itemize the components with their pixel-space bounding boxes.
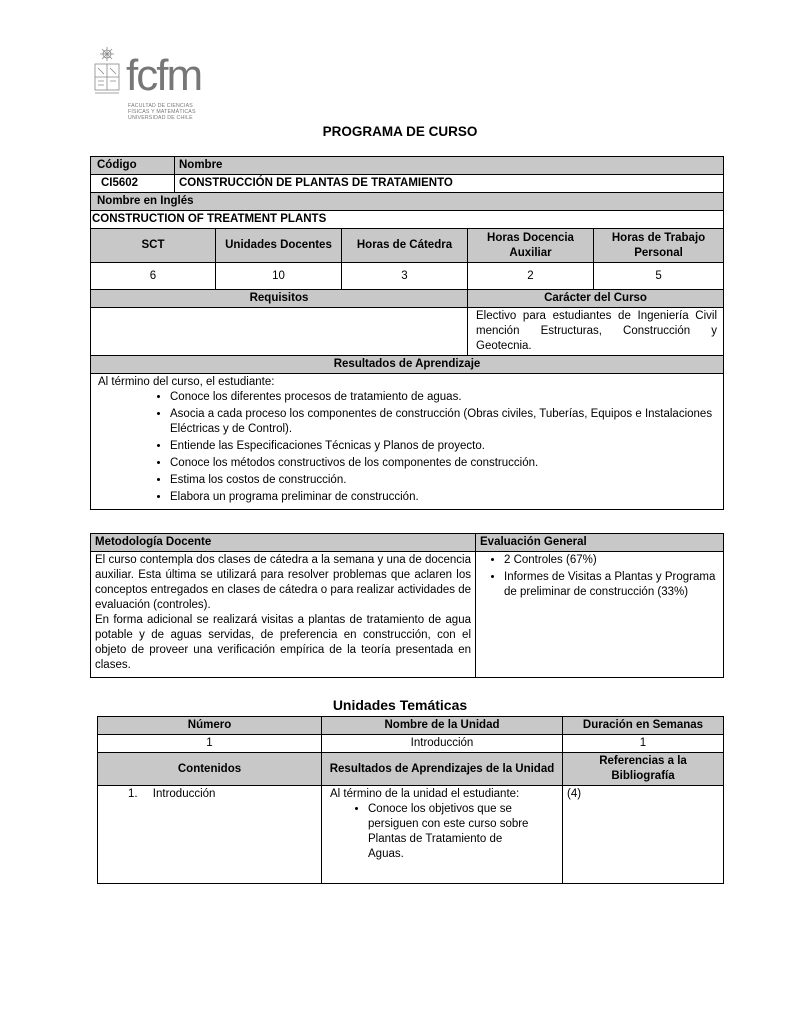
referencias-label: Referencias a la Bibliografía	[563, 753, 724, 786]
metodologia-paragraph-1: El curso contempla dos clases de cátedra a la semana y una de docencia auxiliar. Esta última se utilizará para resolver problemas que aclaren los conceptos entregados en clases de cátedra o para realizar actividades de evaluación (controles).	[95, 554, 471, 611]
units-value-personal: 5	[594, 263, 724, 290]
caracter-value: Electivo para estudiantes de Ingeniería Civil mención Estructuras, Construcción y Geotecnia.	[468, 308, 724, 356]
list-item: • Entiende las Especificaciones Técnicas y Planos de proyecto.	[170, 439, 719, 454]
university-emblem-icon	[92, 46, 122, 98]
contenido-cell	[98, 786, 322, 884]
contenido-text: Introducción	[152, 788, 216, 800]
list-item: • Conoce los objetivos que se persiguen con este curso sobre Plantas de Tratamiento de Aguas.	[368, 802, 530, 862]
name-label: Nombre	[175, 157, 724, 175]
unit-number: 1	[98, 735, 322, 753]
units-header-unidades: Unidades Docentes	[216, 229, 342, 263]
list-item: • Elabora un programa preliminar de construcción.	[170, 490, 719, 505]
evaluacion-list	[480, 553, 719, 600]
code-label: Código	[91, 157, 175, 175]
evaluacion-cell	[476, 552, 724, 678]
resultados-unidad-label: Resultados de Aprendizajes de la Unidad	[322, 753, 563, 786]
units-table	[97, 716, 724, 884]
numero-label: Número	[98, 717, 322, 735]
english-name: CONSTRUCTION OF TREATMENT PLANTS	[91, 211, 724, 229]
course-info-table	[90, 156, 724, 510]
units-header-auxiliar: Horas Docencia Auxiliar	[468, 229, 594, 263]
units-header-catedra: Horas de Cátedra	[342, 229, 468, 263]
list-item: • Conoce los diferentes procesos de tratamiento de aguas.	[170, 390, 719, 405]
resultado-unidad-intro: Al término de la unidad el estudiante:	[330, 788, 520, 800]
list-item: • Conoce los métodos constructivos de los componentes de construcción.	[170, 456, 719, 471]
contenidos-label: Contenidos	[98, 753, 322, 786]
english-name-label: Nombre en Inglés	[91, 193, 724, 211]
unidades-title: Unidades Temáticas	[332, 697, 468, 713]
page-title: PROGRAMA DE CURSO	[322, 124, 478, 139]
unit-name: Introducción	[322, 735, 563, 753]
units-value-unidades: 10	[216, 263, 342, 290]
resultados-intro: Al término del curso, el estudiante:	[98, 376, 275, 388]
list-item: • 2 Controles (67%)	[504, 553, 719, 568]
metodologia-paragraph-2: En forma adicional se realizará visitas a plantas de tratamiento de agua potable y de aguas servidas, de preferencia en construcción, con el objeto de proveer una verificación empírica de la teoría presentada en clases.	[95, 614, 471, 671]
caracter-label: Carácter del Curso	[468, 290, 724, 308]
metodologia-label: Metodología Docente	[91, 534, 476, 552]
fcfm-wordmark: fcfm	[126, 51, 202, 100]
resultados-label: Resultados de Aprendizaje	[91, 356, 724, 374]
list-item: • Asocia a cada proceso los componentes de construcción (Obras civiles, Tuberías, Equipos e Instalaciones Eléctricas y de Control).	[170, 407, 719, 437]
resultados-list	[98, 390, 719, 505]
units-header-sct: SCT	[91, 229, 216, 263]
nombre-unidad-label: Nombre de la Unidad	[322, 717, 563, 735]
evaluacion-label: Evaluación General	[476, 534, 724, 552]
units-header-personal: Horas de Trabajo Personal	[594, 229, 724, 263]
requisitos-label: Requisitos	[91, 290, 468, 308]
units-value-sct: 6	[91, 263, 216, 290]
course-code: CI5602	[91, 175, 175, 193]
list-item: • Estima los costos de construcción.	[170, 473, 719, 488]
duracion-label: Duración en Semanas	[563, 717, 724, 735]
logo-subtitle: FACULTAD DE CIENCIAS FÍSICAS Y MATEMÁTICAS UNIVERSIDAD DE CHILE	[128, 103, 196, 121]
resultado-unidad-cell	[322, 786, 563, 884]
contenido-number: 1.	[128, 788, 138, 800]
units-value-auxiliar: 2	[468, 263, 594, 290]
methodology-table	[90, 533, 724, 678]
requisitos-value	[91, 308, 468, 356]
unit-duration: 1	[563, 735, 724, 753]
list-item: • Informes de Visitas a Plantas y Programa de preliminar de construcción (33%)	[504, 570, 719, 600]
metodologia-text	[91, 552, 476, 678]
fcfm-logo	[92, 46, 217, 126]
course-name: CONSTRUCCIÓN DE PLANTAS DE TRATAMIENTO	[175, 175, 724, 193]
units-value-catedra: 3	[342, 263, 468, 290]
resultado-unidad-list	[330, 802, 558, 862]
resultados-cell	[91, 374, 724, 510]
referencia-cell: (4)	[563, 786, 724, 884]
